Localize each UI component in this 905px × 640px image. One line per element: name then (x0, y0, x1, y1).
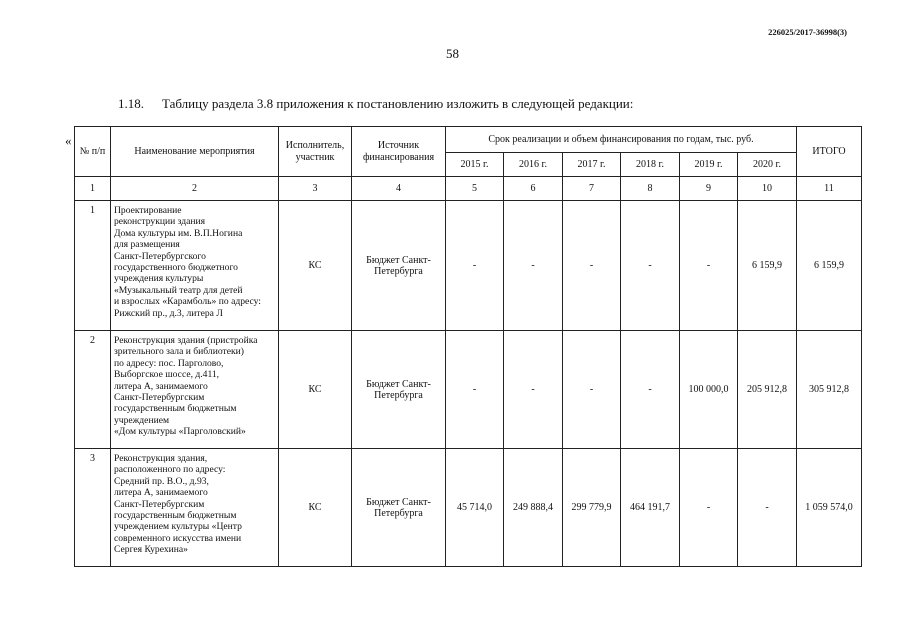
year-amount: - (563, 201, 621, 331)
year-amount: - (504, 331, 563, 449)
header-year: 2020 г. (738, 153, 797, 177)
name-line: Рижский пр., д.3, литера Л (114, 307, 223, 319)
name-line: по адресу: пос. Парголово, (114, 357, 224, 369)
page-number: 58 (446, 46, 459, 61)
column-number: 1 (75, 177, 111, 201)
funding-source: Бюджет Санкт-Петербурга (352, 331, 446, 449)
column-number: 3 (279, 177, 352, 201)
funding-source: Бюджет Санкт-Петербурга (352, 449, 446, 567)
header-source: Источник финансирования (352, 127, 446, 177)
year-amount: - (680, 449, 738, 567)
row-number: 2 (75, 331, 111, 449)
name-line: государственным бюджетным (114, 403, 237, 415)
header-year: 2017 г. (563, 153, 621, 177)
name-line: современного искусства имени (114, 532, 242, 544)
column-number: 10 (738, 177, 797, 201)
name-line: Дома культуры им. В.П.Ногина (114, 227, 243, 239)
measure-name (111, 201, 279, 331)
document-id: 226025/2017-36998(3) (768, 27, 847, 37)
row-number: 3 (75, 449, 111, 567)
year-amount: - (738, 449, 797, 567)
name-line: расположенного по адресу: (114, 464, 226, 476)
executor: КС (279, 331, 352, 449)
year-amount: 299 779,9 (563, 449, 621, 567)
header-year: 2018 г. (621, 153, 680, 177)
name-line: Проектирование (114, 205, 182, 216)
opening-quote-mark: « (65, 133, 72, 148)
name-line: для размещения (114, 239, 180, 251)
year-amount: - (621, 331, 680, 449)
paragraph-text: Таблицу раздела 3.8 приложения к постановлению изложить в следующей редакции: (162, 96, 634, 111)
header-period: Срок реализации и объем финансирования по годам, тыс. руб. (446, 127, 797, 153)
name-line: Санкт-Петербургским (114, 392, 205, 404)
name-line: учреждением культуры «Центр (114, 521, 242, 533)
measure-name (111, 331, 279, 449)
column-number: 8 (621, 177, 680, 201)
paragraph-number: 1.18. (118, 96, 144, 111)
header-total: ИТОГО (797, 127, 862, 177)
name-line: государственным бюджетным (114, 510, 237, 522)
header-name: Наименование мероприятия (111, 127, 279, 177)
column-number: 2 (111, 177, 279, 201)
name-line: и взрослых «Карамболь» по адресу: (114, 296, 261, 308)
paragraph (118, 96, 633, 112)
year-amount: - (680, 201, 738, 331)
year-amount: 6 159,9 (738, 201, 797, 331)
year-amount: 45 714,0 (446, 449, 504, 567)
year-amount: - (446, 201, 504, 331)
name-line: литера А, занимаемого (114, 380, 208, 392)
name-line: учреждения культуры (114, 273, 204, 285)
column-number: 4 (352, 177, 446, 201)
name-line: государственного бюджетного (114, 262, 238, 274)
name-line: Реконструкция здания (пристройка (114, 335, 258, 346)
table-row (75, 331, 862, 449)
name-line: зрительного зала и библиотеки) (114, 346, 244, 358)
name-line: Выборгское шоссе, д.411, (114, 369, 220, 381)
year-amount: - (563, 331, 621, 449)
year-amount: 100 000,0 (680, 331, 738, 449)
year-amount: - (621, 201, 680, 331)
name-line: «Дом культуры «Парголовский» (114, 426, 246, 438)
column-numbers-row (75, 177, 862, 201)
name-line: реконструкции здания (114, 216, 206, 228)
name-line: Сергея Курехина» (114, 544, 188, 556)
year-amount: - (504, 201, 563, 331)
name-line: Средний пр. В.О., д.93, (114, 475, 209, 487)
name-line: учреждением (114, 414, 170, 426)
header-year: 2019 г. (680, 153, 738, 177)
measure-name (111, 449, 279, 567)
name-line: «Музыкальный театр для детей (114, 284, 243, 296)
funding-source: Бюджет Санкт-Петербурга (352, 201, 446, 331)
header-year: 2015 г. (446, 153, 504, 177)
year-amount: 205 912,8 (738, 331, 797, 449)
header-year: 2016 г. (504, 153, 563, 177)
name-line: литера А, занимаемого (114, 487, 208, 499)
financing-table (74, 126, 862, 567)
row-total: 305 912,8 (797, 331, 862, 449)
row-number: 1 (75, 201, 111, 331)
year-amount: - (446, 331, 504, 449)
year-amount: 249 888,4 (504, 449, 563, 567)
column-number: 9 (680, 177, 738, 201)
name-line: Реконструкция здания, (114, 453, 208, 464)
executor: КС (279, 201, 352, 331)
column-number: 5 (446, 177, 504, 201)
name-line: Санкт-Петербургским (114, 498, 205, 510)
header-executor: Исполнитель, участник (279, 127, 352, 177)
header-row-1 (75, 127, 862, 153)
column-number: 6 (504, 177, 563, 201)
column-number: 11 (797, 177, 862, 201)
table-row (75, 449, 862, 567)
table-row (75, 201, 862, 331)
column-number: 7 (563, 177, 621, 201)
row-total: 6 159,9 (797, 201, 862, 331)
row-total: 1 059 574,0 (797, 449, 862, 567)
year-amount: 464 191,7 (621, 449, 680, 567)
executor: КС (279, 449, 352, 567)
header-num: № п/п (75, 127, 111, 177)
name-line: Санкт-Петербургского (114, 250, 206, 262)
